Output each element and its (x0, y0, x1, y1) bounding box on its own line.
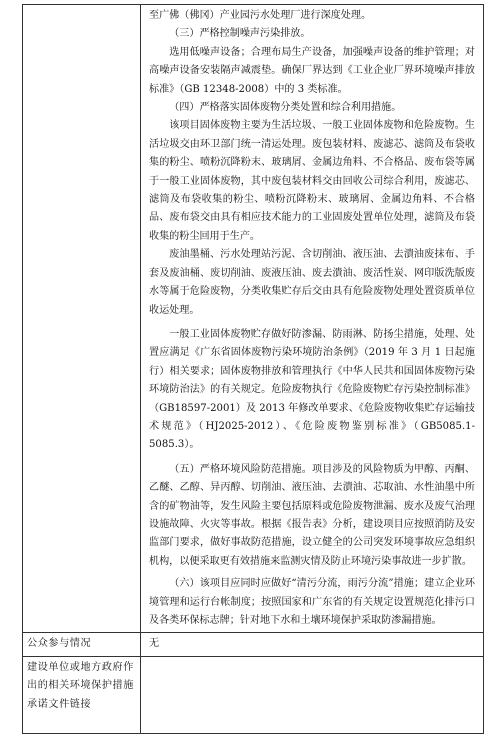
table-row-commitment (23, 656, 484, 733)
commitment-value-cell (141, 656, 484, 733)
public-participation-label-cell (23, 633, 141, 656)
measures-content-cell (141, 5, 484, 633)
paragraph: 废油墨桶、污水处理站污泥、含切削油、液压油、去潰油废抹布、手套及废油桶、废切削油、废液压油、废去潰油、废活性炭、网印版洗版废水等属于危险废物，分类收集贮存后交由具有危险废物处理处置资质单位收运处理。 (149, 249, 475, 316)
table-row-public-participation (23, 633, 484, 656)
commitment-label-cell (23, 656, 141, 733)
public-participation-label: 公众参与情况 (27, 638, 92, 650)
paragraph: 至广佛（佛冈）产业园污水处理厂进行深度处理。 (149, 10, 372, 21)
measures-label-cell (23, 5, 141, 633)
section-heading-risk: （五）严格环境风险防范措施。项目涉及的风险物质为甲醇、丙酮、乙醚、乙醇、异丙醇、切削油、液压油、去潰油、芯取油、水性油墨中所含的矿物油等，发生风险主要包括原料或危险废物泄漏、废水及废气治理设施故障、火灾等事故。根据《报告表》分析，建设项目应按照消防及安监部门要求，做好事故防范措施，设立健全的公司突发环境事故应急组织机构，以便采取更有效措施来监测灾情及防止环境污染事故进一步扩散。 (149, 463, 475, 567)
section-heading-noise: （三）严格控制噪声污染排放。 (169, 28, 311, 40)
paragraph: 该项目固体废物主要为生活垃圾、一般工业固体废物和危险废物。生活垃圾交由环卫部门统一清运处理。废包装材料、废滤芯、滤筒及布袋收集的粉尘、喷粉沉降粉末、玻璃屑、金属边角料、不合格品、废布袋等属于一般工业固体废物，其中废包装材料交由回收公司综合利用，废滤芯、滤筒及布袋收集的粉尘、喷粉沉降粉末、玻璃屑、金属边角料、不合格品、废布袋交由具有相应技术能力的工业固废处置单位处理，滤筒及布袋收集的粉尘回用于生产。 (149, 120, 475, 242)
section-heading-clean-rain: （六）该项目应同时应做好“清污分流，雨污分流”措施；建立企业环境管理和运行台帐制度；按照国家和广东省的有关规定设置规范化排污口及各类环保标志牌；针对地下水和土壤环境保护采取防渗漏措施。 (149, 578, 475, 626)
commitment-label: 建设单位或地方政府作出的相关环境保护措施承诺文件链接 (27, 661, 134, 710)
approval-table (22, 4, 484, 734)
public-participation-value: 无 (149, 638, 160, 650)
paragraph: 选用低噪声设备；合理布局生产设备，加强噪声设备的维护管理；对高噪声设备安装隔声减震垫。确保厂界达到《工业企业厂界环境噪声排放标准》（GB 12348-2008）中的 3 类标准。 (149, 46, 475, 95)
public-participation-value-cell (141, 633, 484, 656)
paragraph: 一般工业固体废物贮存做好防渗漏、防雨淋、防扬尘措施，处理、处置应满足《广东省固体废物污染环境防治条例》（2019 年 3 月 1 日起施行）相关要求；固体废物排放和管理执行《中华人民共和国固体废物污染环境防治法》的有关规定。危险废物执行《危险废物贮存污染控制标准》（GB18597-2001）及 2013 年修改单要求、《危险废物收集贮存运输技术规范》（HJ2025-2012）、《危险废物鉴别标准》（GB5085.1-5085.3）。 (149, 328, 475, 451)
table-row-measures (23, 5, 484, 633)
measures-paragraphs (149, 7, 475, 630)
section-heading-solid-waste: （四）严格落实固体废物分类处置和综合利用措施。 (169, 102, 402, 114)
